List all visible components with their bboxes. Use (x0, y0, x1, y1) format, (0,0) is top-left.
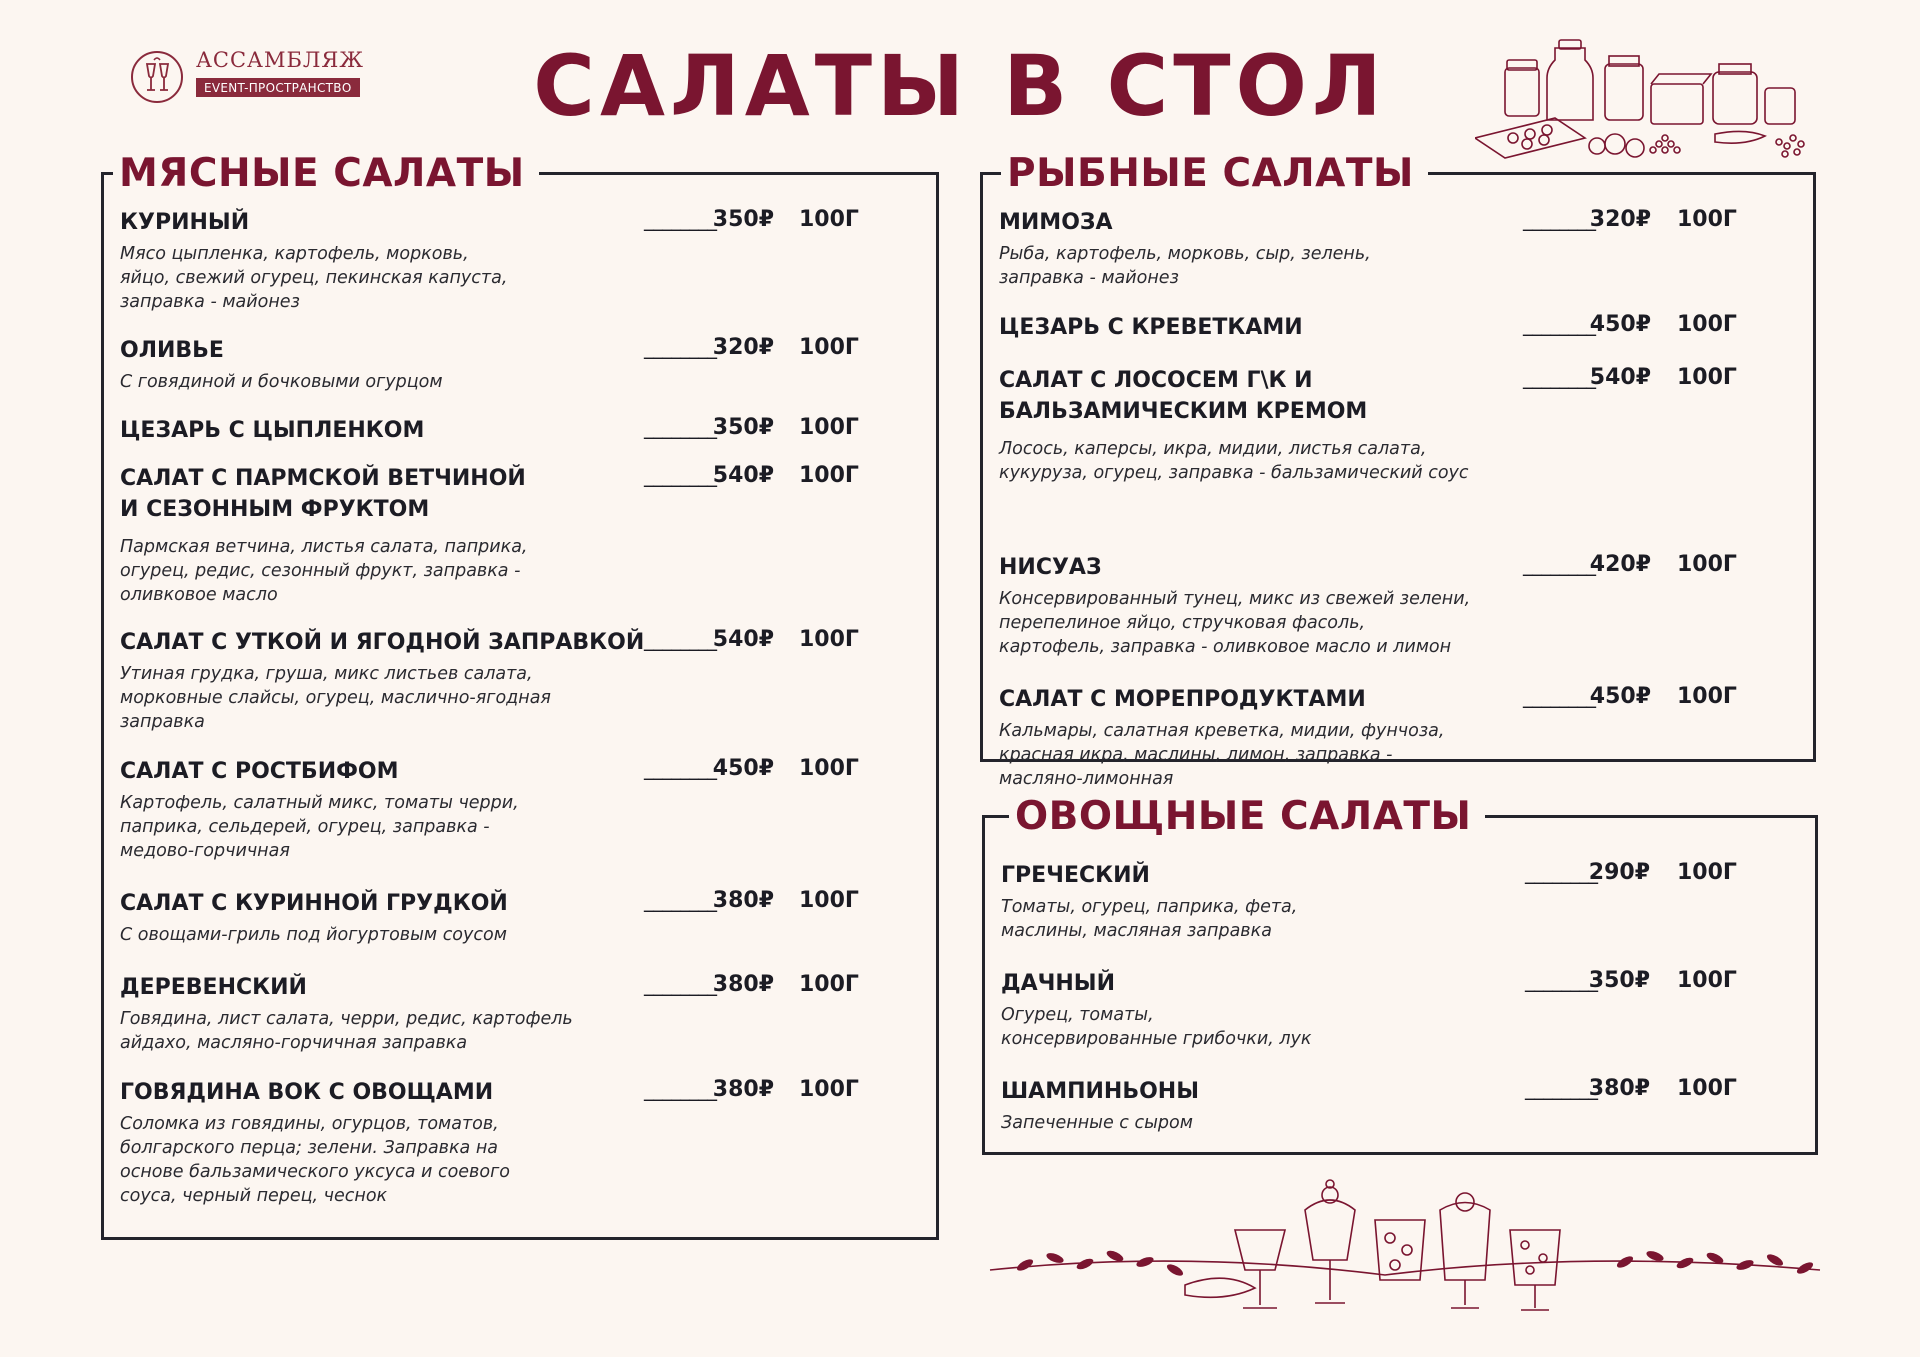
item-dash-leader: ________ (644, 1077, 716, 1101)
item-name: ЦЕЗАРЬ С ЦЫПЛЕНКОМ (120, 418, 425, 443)
item-description: Запеченные с сыром (1001, 1113, 1193, 1133)
item-weight: 100Г (799, 972, 859, 997)
section-vegetable-salads (982, 794, 1818, 1155)
item-price: 350₽ (1588, 968, 1650, 993)
desserts-illustration (985, 1170, 1825, 1320)
item-description: Утиная грудка, груша, микс листьев салата, морковные слайсы, огурец, маслично-ягодная заправка (120, 664, 551, 732)
item-name: МИМОЗА (999, 210, 1113, 235)
item-dash-leader: ________ (644, 888, 716, 912)
item-price: 450₽ (712, 756, 774, 781)
item-dash-leader: ________ (1525, 860, 1597, 884)
kitchen-jars-illustration (1475, 38, 1820, 160)
item-dash-leader: ________ (644, 756, 716, 780)
item-price: 540₽ (712, 627, 774, 652)
brand-name: АССАМБЛЯЖ (196, 48, 364, 72)
item-description: Огурец, томаты, консервированные грибочки, лук (1001, 1005, 1312, 1049)
item-price: 350₽ (712, 415, 774, 440)
item-dash-leader: ________ (644, 627, 716, 651)
item-description: Пармская ветчина, листья салата, паприка, огурец, редис, сезонный фрукт, заправка - оливковое масло (120, 537, 528, 605)
item-description: Кальмары, салатная креветка, мидии, фунчоза, красная икра, маслины, лимон, заправка - масляно-лимонная (999, 721, 1445, 789)
item-weight: 100Г (1677, 860, 1737, 885)
item-weight: 100Г (1677, 207, 1737, 232)
item-name: НИСУАЗ (999, 555, 1102, 580)
item-description: Говядина, лист салата, черри, редис, картофель айдахо, масляно-горчичная заправка (120, 1009, 573, 1053)
item-weight: 100Г (1677, 684, 1737, 709)
item-name: КУРИНЫЙ (120, 210, 250, 235)
item-dash-leader: ________ (644, 207, 716, 231)
item-price: 450₽ (1589, 684, 1651, 709)
item-name: ШАМПИНЬОНЫ (1001, 1079, 1200, 1104)
item-price: 320₽ (712, 335, 774, 360)
section-fish-salads (980, 151, 1816, 789)
item-name: ЦЕЗАРЬ С КРЕВЕТКАМИ (999, 315, 1303, 340)
item-price: 320₽ (1589, 207, 1651, 232)
item-price: 380₽ (712, 1077, 774, 1102)
section-meat-salads (101, 151, 939, 1240)
item-price: 380₽ (712, 888, 774, 913)
item-name: САЛАТ С ПАРМСКОЙ ВЕТЧИНОЙ И СЕЗОННЫМ ФРУКТОМ (120, 466, 526, 522)
item-description: Лосось, каперсы, икра, мидии, листья салата, кукуруза, огурец, заправка - бальзамический соус (999, 439, 1469, 483)
item-name: ГРЕЧЕСКИЙ (1001, 863, 1150, 888)
item-description: Томаты, огурец, паприка, фета, маслины, масляная заправка (1001, 897, 1298, 941)
item-weight: 100Г (799, 415, 859, 440)
item-name: САЛАТ С ЛОСОСЕМ Г\К И БАЛЬЗАМИЧЕСКИМ КРЕМОМ (999, 368, 1368, 424)
item-name: САЛАТ С РОСТБИФОМ (120, 759, 399, 784)
item-weight: 100Г (799, 463, 859, 488)
item-description: Консервированный тунец, микс из свежей зелени, перепелиное яйцо, стручковая фасоль, картофель, заправка - оливковое масло и лимон (999, 589, 1471, 657)
item-dash-leader: ________ (1523, 207, 1595, 231)
item-weight: 100Г (799, 627, 859, 652)
item-weight: 100Г (799, 756, 859, 781)
item-weight: 100Г (1677, 365, 1737, 390)
item-price: 380₽ (712, 972, 774, 997)
brand-tagline: EVENT-ПРОСТРАНСТВО (196, 78, 360, 97)
item-dash-leader: ________ (644, 415, 716, 439)
item-name: САЛАТ С КУРИННОЙ ГРУДКОЙ (120, 891, 508, 916)
item-price: 450₽ (1589, 312, 1651, 337)
item-dash-leader: ________ (1523, 684, 1595, 708)
item-dash-leader: ________ (1525, 1076, 1597, 1100)
item-name: ДЕРЕВЕНСКИЙ (120, 975, 307, 1000)
item-dash-leader: ________ (644, 335, 716, 359)
item-name: ОЛИВЬЕ (120, 338, 224, 363)
item-weight: 100Г (799, 1077, 859, 1102)
item-weight: 100Г (799, 888, 859, 913)
item-weight: 100Г (799, 207, 859, 232)
item-description: Рыба, картофель, морковь, сыр, зелень, заправка - майонез (999, 244, 1371, 288)
section-title: МЯСНЫЕ САЛАТЫ (113, 149, 539, 199)
item-price: 540₽ (712, 463, 774, 488)
section-title: РЫБНЫЕ САЛАТЫ (1001, 149, 1428, 199)
item-description: С овощами-гриль под йогуртовым соусом (120, 925, 507, 945)
item-price: 540₽ (1589, 365, 1651, 390)
item-description: Картофель, салатный микс, томаты черри, паприка, сельдерей, огурец, заправка - медово-горчичная (120, 793, 519, 861)
item-dash-leader: ________ (1523, 365, 1595, 389)
item-dash-leader: ________ (1523, 552, 1595, 576)
item-weight: 100Г (1677, 968, 1737, 993)
item-dash-leader: ________ (644, 972, 716, 996)
item-name: САЛАТ С УТКОЙ И ЯГОДНОЙ ЗАПРАВКОЙ (120, 630, 645, 655)
item-dash-leader: ________ (644, 463, 716, 487)
item-weight: 100Г (1677, 1076, 1737, 1101)
item-price: 350₽ (712, 207, 774, 232)
page-title: САЛАТЫ В СТОЛ (533, 37, 1387, 135)
item-description: Соломка из говядины, огурцов, томатов, болгарского перца; зелени. Заправка на основе бальзамического уксуса и соевого соуса, черный перец, чеснок (120, 1114, 510, 1206)
item-dash-leader: ________ (1523, 312, 1595, 336)
item-weight: 100Г (1677, 552, 1737, 577)
item-price: 290₽ (1588, 860, 1650, 885)
item-price: 420₽ (1589, 552, 1651, 577)
item-description: С говядиной и бочковыми огурцом (120, 372, 443, 392)
item-dash-leader: ________ (1525, 968, 1597, 992)
item-name: ДАЧНЫЙ (1001, 971, 1116, 996)
item-price: 380₽ (1588, 1076, 1650, 1101)
item-name: ГОВЯДИНА ВОК С ОВОЩАМИ (120, 1080, 494, 1105)
item-weight: 100Г (1677, 312, 1737, 337)
item-description: Мясо цыпленка, картофель, морковь, яйцо, свежий огурец, пекинская капуста, заправка - майонез (120, 244, 508, 312)
item-weight: 100Г (799, 335, 859, 360)
section-title: ОВОЩНЫЕ САЛАТЫ (1009, 792, 1485, 842)
item-name: САЛАТ С МОРЕПРОДУКТАМИ (999, 687, 1366, 712)
